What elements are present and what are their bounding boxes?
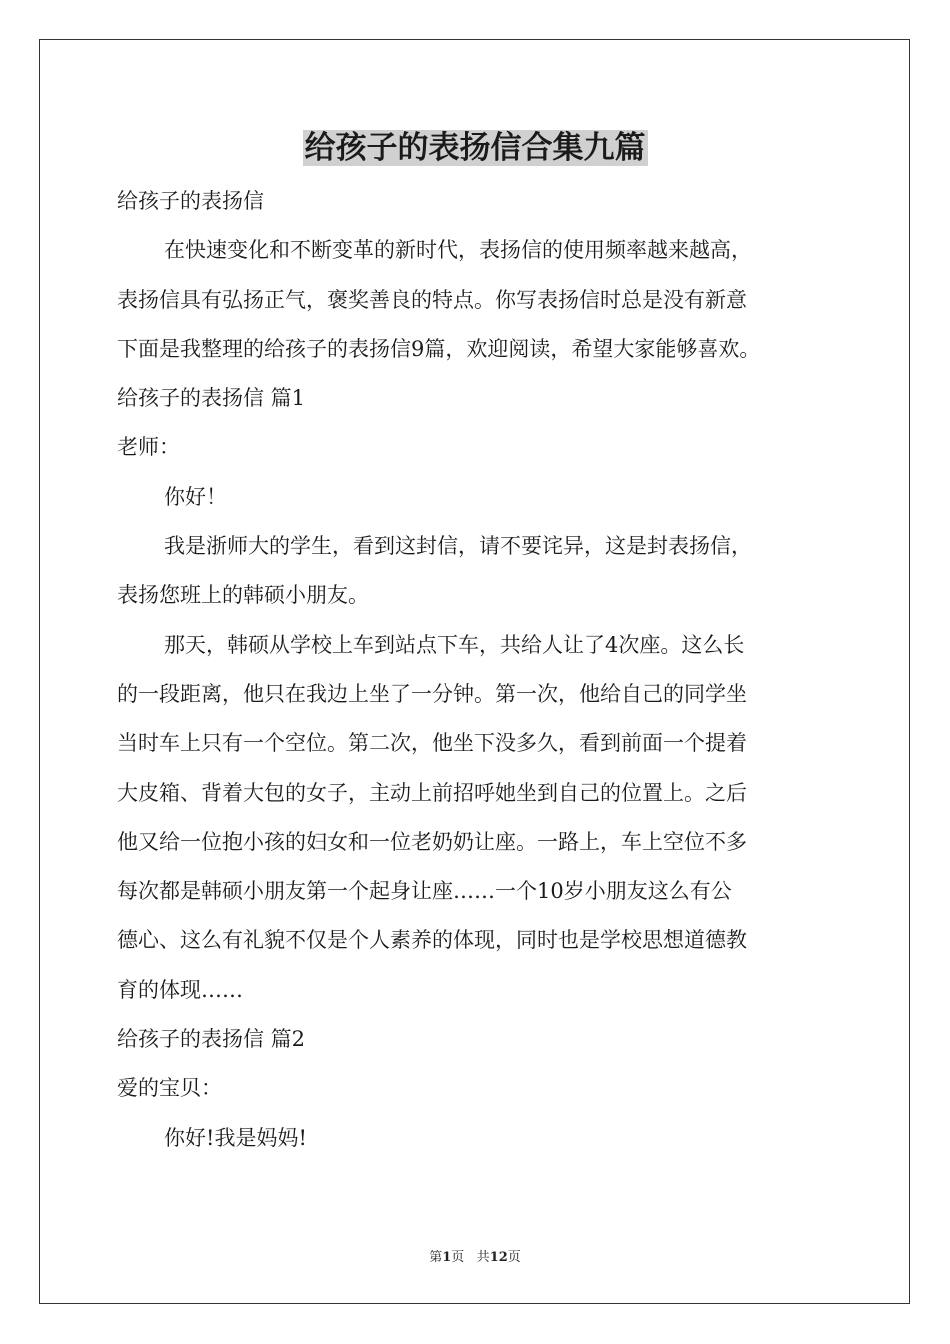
paragraph-line: 我是浙师大的学生，看到这封信，请不要诧异，这是封表扬信， [164,534,752,559]
footer-total-prefix: 共 [476,1250,490,1265]
paragraph-line: 德心、这么有礼貌不仅是个人素养的体现，同时也是学校思想道德教 [117,928,747,953]
paragraph-line: 大皮箱、背着大包的女子，主动上前招呼她坐到自己的位置上。之后 [117,780,747,805]
paragraph-line: 的一段距离，他只在我边上坐了一分钟。第一次，他给自己的同学坐 [117,681,747,706]
paragraph-line: 那天，韩硕从学校上车到站点下车，共给人让了4次座。这么长 [164,632,745,657]
paragraph-line: 你好！ [164,484,227,509]
paragraph-line: 表扬信具有弘扬正气，褒奖善良的特点。你写表扬信时总是没有新意 [117,287,747,312]
paragraph-line: 爱的宝贝： [117,1076,222,1101]
paragraph-line: 当时车上只有一个空位。第二次，他坐下没多久，看到前面一个提着 [117,731,747,756]
document-title-text: 给孩子的表扬信合集九篇 [304,130,646,166]
paragraph-line: 下面是我整理的给孩子的表扬信9篇，欢迎阅读，希望大家能够喜欢。 [117,336,761,361]
paragraph-line: 给孩子的表扬信 篇1 [117,386,306,411]
paragraph-line: 每次都是韩硕小朋友第一个起身让座……一个10岁小朋友这么有公 [117,879,732,904]
paragraph-line: 他又给一位抱小孩的妇女和一位老奶奶让座。一路上，车上空位不多 [117,829,747,854]
document-body [117,177,877,1163]
paragraph-line: 你好!我是妈妈! [164,1125,307,1150]
footer-total-suffix: 页 [507,1250,521,1265]
document-title [0,126,950,170]
paragraph-line: 给孩子的表扬信 篇2 [117,1027,306,1052]
paragraph-line: 给孩子的表扬信 [117,189,264,213]
footer-total-pages: 12 [489,1250,508,1265]
footer-page-prefix: 第 [429,1250,443,1265]
paragraph-line: 育的体现…… [117,977,243,1002]
page-footer [0,1246,950,1265]
paragraph-line: 老师： [117,435,180,460]
paragraph-line: 表扬您班上的韩硕小朋友。 [117,583,369,608]
footer-page-suffix: 页 [451,1250,465,1265]
paragraph-line: 在快速变化和不断变革的新时代，表扬信的使用频率越来越高， [164,238,752,263]
footer-page-number: 1 [442,1250,452,1265]
